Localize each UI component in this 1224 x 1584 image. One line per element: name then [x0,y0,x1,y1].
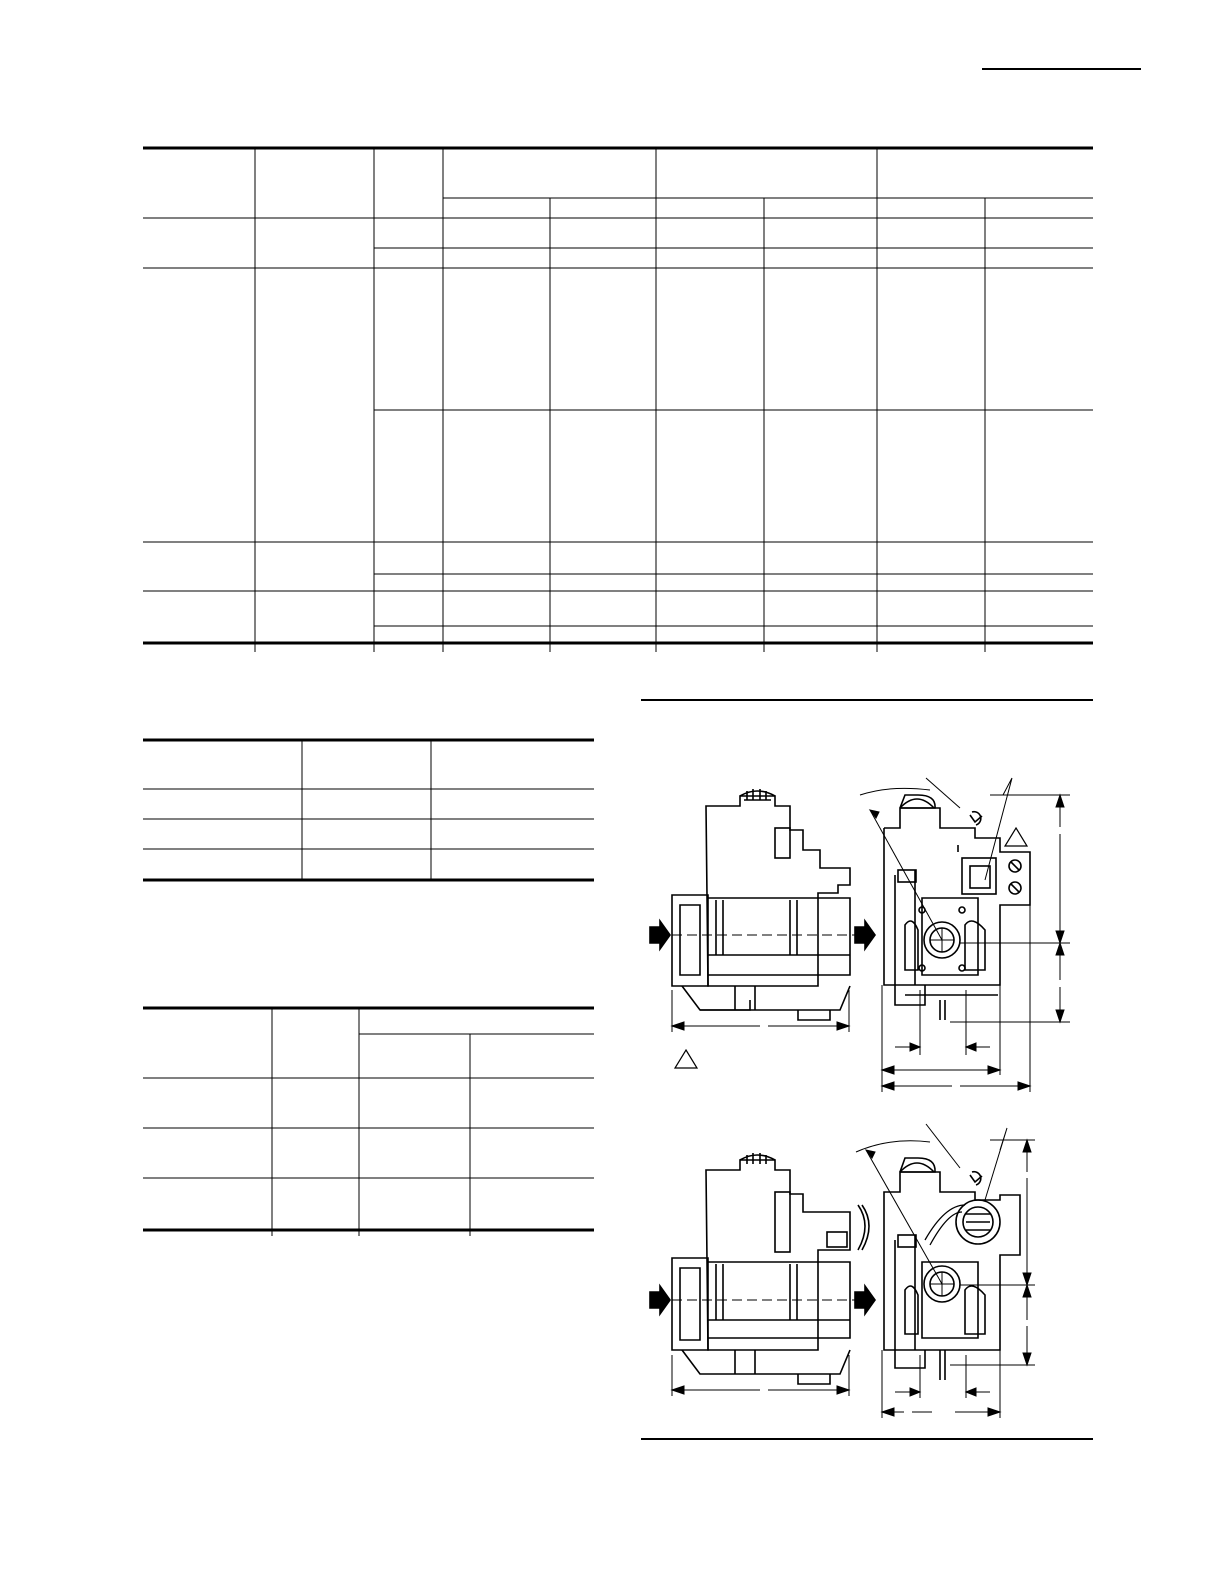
top-specs-table [0,0,1224,700]
figure-top-rule [641,699,1093,701]
figure-bottom-rule [641,1438,1093,1440]
